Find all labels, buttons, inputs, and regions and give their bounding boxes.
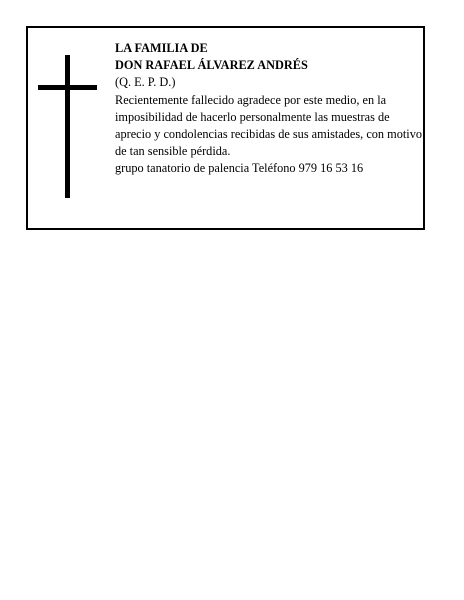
notice-body: Recientemente fallecido agradece por este medio, en la imposibilidad de hacerlo personalmente las muestras de aprecio y condolencias recibidas de sus amistades, con motivo de tan sensible pérdida. (115, 92, 422, 159)
notice-text (115, 40, 423, 178)
cross-horizontal-bar (38, 85, 97, 90)
rip-line: (Q. E. P. D.) (115, 75, 176, 90)
cross-vertical-bar (65, 55, 70, 198)
heading-family: LA FAMILIA DE (115, 41, 208, 55)
obituary-notice (26, 26, 425, 230)
notice-footer: grupo tanatorio de palencia Teléfono 979 16 53 16 (115, 161, 364, 176)
heading-deceased-name: DON RAFAEL ÁLVAREZ ANDRÉS (115, 58, 308, 73)
